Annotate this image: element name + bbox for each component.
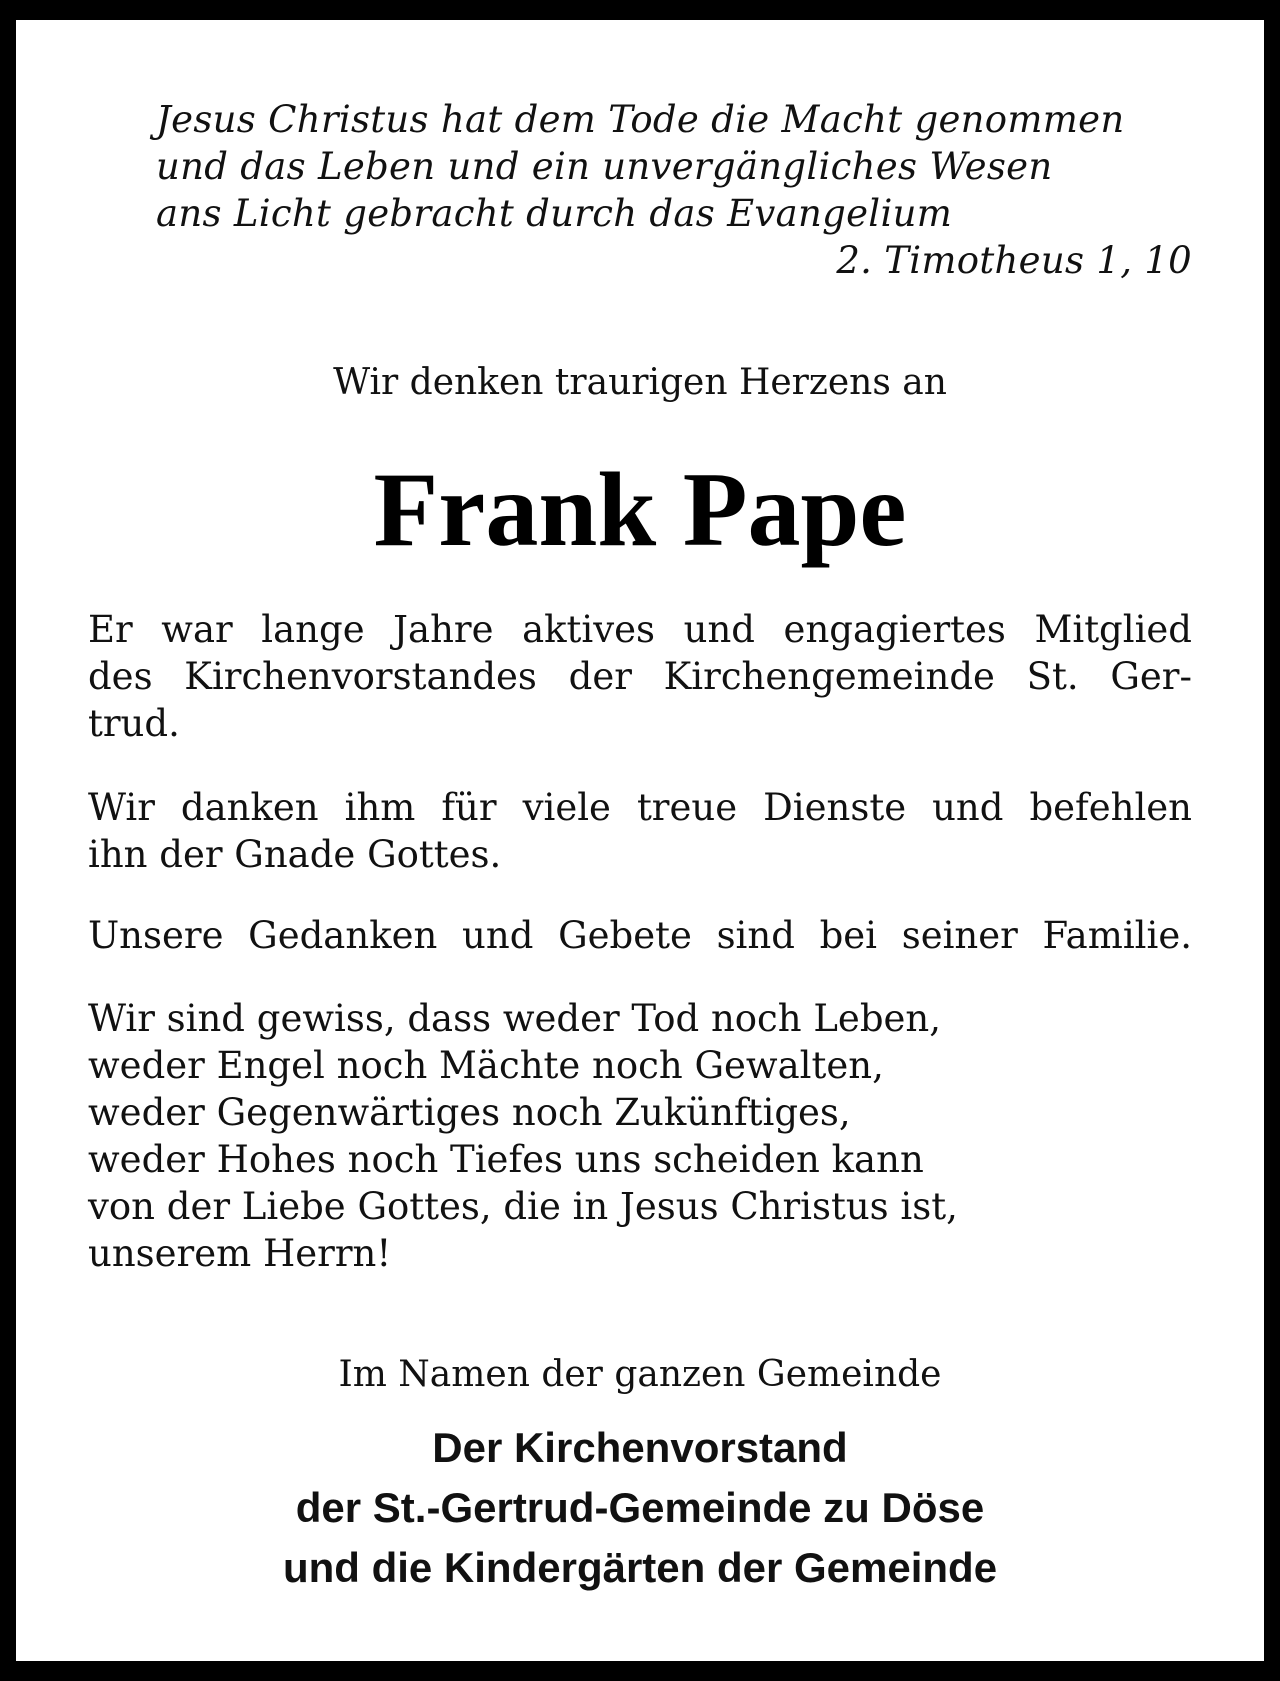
paragraph-line: trud. [88,702,180,745]
paragraph-membership [88,606,1192,747]
paragraph-line: des Kirchenvorstandes der Kirchengemeinde St. Ger- [88,655,1192,698]
motto-reference: 2. Timotheus 1, 10 [836,239,1192,282]
paragraph-line: ihn der Gnade Gottes. [88,833,502,876]
motto-line: Jesus Christus hat dem Tode die Macht genommen [156,98,1125,141]
verse-quote [88,995,1192,1277]
bible-motto [156,96,1192,284]
paragraph-line: Er war lange Jahre aktives und engagiertes Mitglied [88,608,1192,651]
verse-line: weder Engel noch Mächte noch Gewalten, [88,1044,884,1087]
verse-line: unserem Herrn! [88,1232,392,1275]
paragraph-line: Wir danken ihm für viele treue Dienste und befehlen [88,786,1192,829]
verse-line: weder Hohes noch Tiefes uns scheiden kann [88,1138,924,1181]
verse-line: von der Liebe Gottes, die in Jesus Christus ist, [88,1185,958,1228]
deceased-name: Frank Pape [373,451,907,568]
signature-line: und die Kindergärten der Gemeinde [282,1544,998,1591]
signature-block [88,1418,1192,1598]
verse-line: Wir sind gewiss, dass weder Tod noch Leben, [88,997,942,1040]
notice-content [88,20,1192,1661]
paragraph-family [88,912,1192,959]
signature-line: Der Kirchenvorstand [432,1424,848,1471]
closing-line: Im Namen der ganzen Gemeinde [338,1354,942,1395]
paragraph-line: Unsere Gedanken und Gebete sind bei seiner Familie. [88,914,1192,957]
verse-line: weder Gegenwärtiges noch Zukünftiges, [88,1091,851,1134]
motto-line: und das Leben und ein unvergängliches Wesen [156,145,1053,188]
paragraph-thanks [88,784,1192,878]
motto-line: ans Licht gebracht durch das Evangelium [156,192,953,235]
intro-line: Wir denken traurigen Herzens an [333,362,947,403]
signature-line: der St.-Gertrud-Gemeinde zu Döse [295,1484,985,1531]
